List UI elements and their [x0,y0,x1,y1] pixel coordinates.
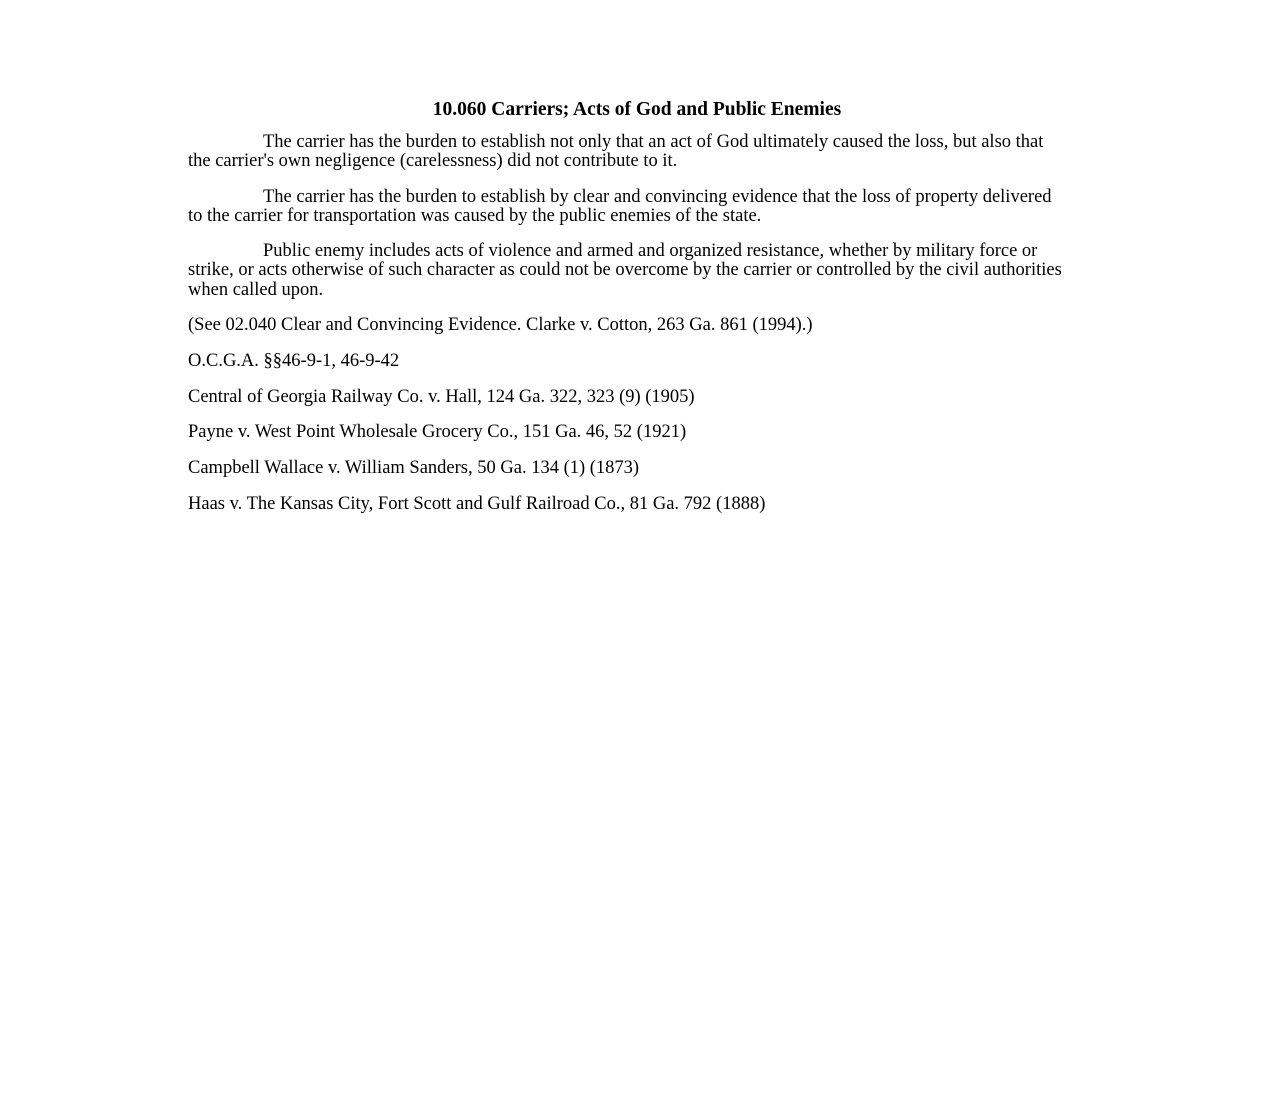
document-title [188,98,1088,122]
citation-haas: Haas v. The Kansas City, Fort Scott and Gulf Railroad Co., 81 Ga. 792 (1888) [188,494,766,515]
document-page [188,98,1088,531]
citation-see-also: (See 02.040 Clear and Convincing Evidence. Clarke v. Cotton, 263 Ga. 861 (1994).) [188,315,813,336]
citation-campbell-wallace: Campbell Wallace v. William Sanders, 50 Ga. 134 (1) (1873) [188,458,640,479]
citation-central-of-georgia: Central of Georgia Railway Co. v. Hall, 124 Ga. 322, 323 (9) (1905) [188,386,695,407]
citation-ocga: O.C.G.A. §§46-9-1, 46-9-42 [188,350,400,371]
citation-payne: Payne v. West Point Wholesale Grocery Co., 151 Ga. 46, 52 (1921) [188,422,687,443]
paragraph-public-enemies-burden: The carrier has the burden to establish by clear and convincing evidence that the loss of property delivered to the carrier for transportation was caused by the public enemies of the state. [188,186,1052,226]
paragraph-public-enemy-definition: Public enemy includes acts of violence and armed and organized resistance, whether by military force or strike, or acts otherwise of such character as could not be overcome by the carrier or controlled by the civil authorities when called upon. [188,241,1062,300]
paragraph-act-of-god: The carrier has the burden to establish not only that an act of God ultimately caused the loss, but also that the carrier's own negligence (carelessness) did not contribute to it. [188,132,1044,172]
document-title-text: 10.060 Carriers; Acts of God and Public Enemies [432,99,842,120]
